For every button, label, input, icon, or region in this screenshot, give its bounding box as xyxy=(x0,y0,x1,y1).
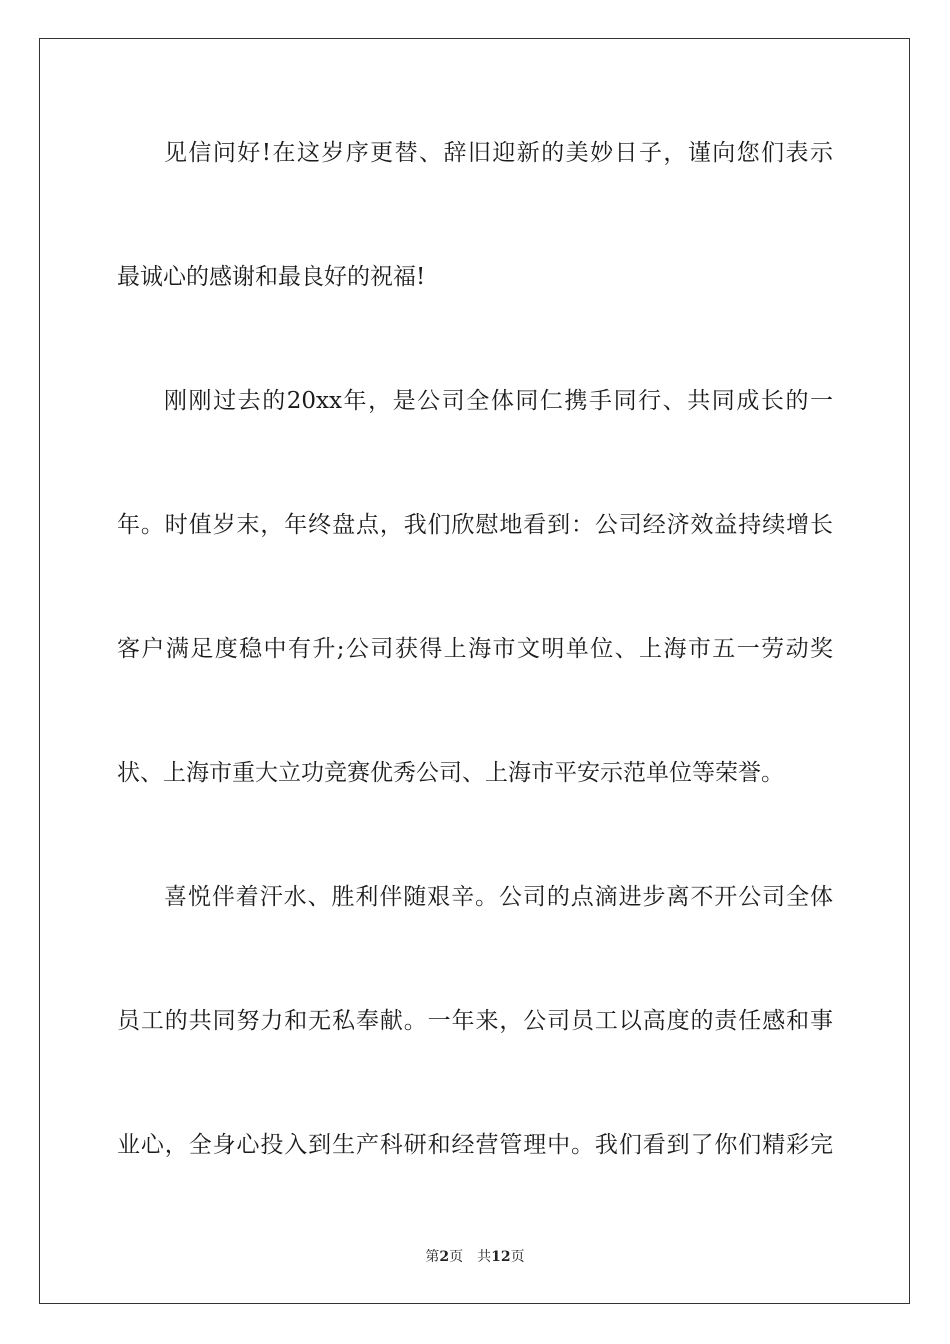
paragraph-3-line-2: 员工的共同努力和无私奉献。一年来，公司员工以高度的责任感和事 xyxy=(117,1008,833,1034)
total-prefix: 共 xyxy=(477,1249,492,1265)
paragraph-1-line-1: 见信问好!在这岁序更替、辞旧迎新的美妙日子，谨向您们表示 xyxy=(164,140,833,166)
current-page-number: 2 xyxy=(439,1249,450,1265)
page-suffix: 页 xyxy=(449,1249,464,1265)
page-prefix: 第 xyxy=(425,1249,440,1265)
total-page-count: 12 xyxy=(491,1249,511,1265)
total-suffix: 页 xyxy=(510,1249,525,1265)
paragraph-2-line-1: 刚刚过去的20xx年，是公司全体同仁携手同行、共同成长的一 xyxy=(164,388,833,414)
paragraph-2-line-3: 客户满足度稳中有升;公司获得上海市文明单位、上海市五一劳动奖 xyxy=(117,636,833,662)
paragraph-3-line-1: 喜悦伴着汗水、胜利伴随艰辛。公司的点滴进步离不开公司全体 xyxy=(164,884,833,910)
page-border xyxy=(39,38,910,1304)
paragraph-1-line-2: 最诚心的感谢和最良好的祝福! xyxy=(117,264,426,290)
page-footer xyxy=(0,1248,950,1266)
paragraph-3-line-3: 业心，全身心投入到生产科研和经营管理中。我们看到了你们精彩完 xyxy=(117,1132,833,1158)
paragraph-2-line-4: 状、上海市重大立功竞赛优秀公司、上海市平安示范单位等荣誉。 xyxy=(117,760,784,786)
paragraph-2-line-2: 年。时值岁末，年终盘点，我们欣慰地看到：公司经济效益持续增长 xyxy=(117,512,833,538)
